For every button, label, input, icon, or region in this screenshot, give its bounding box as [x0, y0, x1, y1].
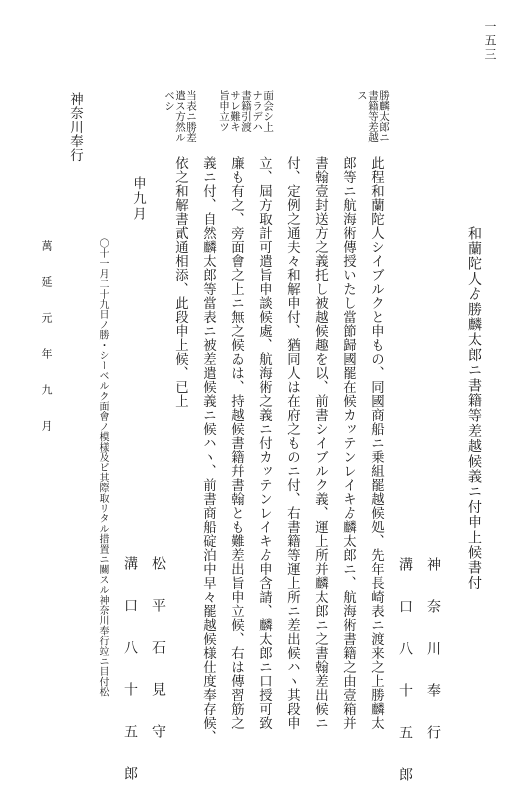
author-name: 溝 口 八 十 五 郎 — [397, 557, 413, 787]
page-number: 一五三 — [483, 20, 497, 62]
margin-note-3: 当表ニ勝差遣ス方然ルベシ — [163, 90, 198, 143]
signer-2: 溝 口 八 十 五 郎 — [122, 556, 138, 786]
margin-note-2: 面会シ上ナラデハ書籍引渡サレ難キ旨申立ツ — [218, 90, 275, 132]
footnote: 〇十一月二十九日ノ勝・シーベルク面會ノ模樣及ビ其際取リタル措置ニ關スル神奈川奉行竝ニ目付松 — [97, 238, 108, 697]
body-line-5: 立、屆方取計可遣旨申談候處、航海術之義ニ付カッテンレイキゟ申含請、麟太郎ニ口授可致 — [256, 156, 272, 730]
body-line-4: 付、定例之通夫々和解申付、猶同人は在府之ものニ付、右書籍等運上所ニ差出候ハヽ其段申 — [284, 156, 300, 730]
body-line-2: 郎等ニ航海術傳授いたし當節歸國罷在候カッテンレイキゟ麟太郎ニ、航海術書籍之由壹箱并 — [340, 156, 356, 730]
body-line-8: 依之和解書貳通相添、此段申上候、已上 — [172, 156, 188, 408]
author-office: 神 奈 川 奉 行 — [425, 557, 441, 745]
era-date: 萬 延 元 年 九 月 — [40, 240, 53, 437]
body-line-6: 廉も有之、旁面會之上ニ無之候ゐは、持越候書籍幷書翰とも難差出旨申立候、右は傳習筋之 — [228, 156, 244, 730]
body-line-1: 此程和蘭陀人シイブルクと申もの、同國商船ニ乗組罷越候処、先年長崎表ニ渡来之上勝麟太 — [368, 156, 384, 730]
closing-month: 申九月 — [130, 176, 146, 223]
margin-note-1: 勝麟太郎ニ書籍等差越ス — [356, 90, 391, 143]
document-title: 和蘭陀人ゟ勝麟太郎ニ書籍等差越候義ニ付申上候書付 — [466, 226, 482, 591]
body-line-7: 義ニ付、自然麟太郎等當表ニ被差遣候義ニ候ハヽ、前書商船碇泊中早々罷越候様仕度奉存候、 — [200, 156, 216, 744]
body-line-3: 書翰壹封送方之義托し被越候趣を以、前書シイブルク義、運上所并麟太郎ニ之書翰差出候ニ — [312, 156, 328, 730]
running-head: 神奈川奉行 — [67, 92, 83, 162]
signer-1: 松 平 石 見 守 — [150, 556, 166, 744]
